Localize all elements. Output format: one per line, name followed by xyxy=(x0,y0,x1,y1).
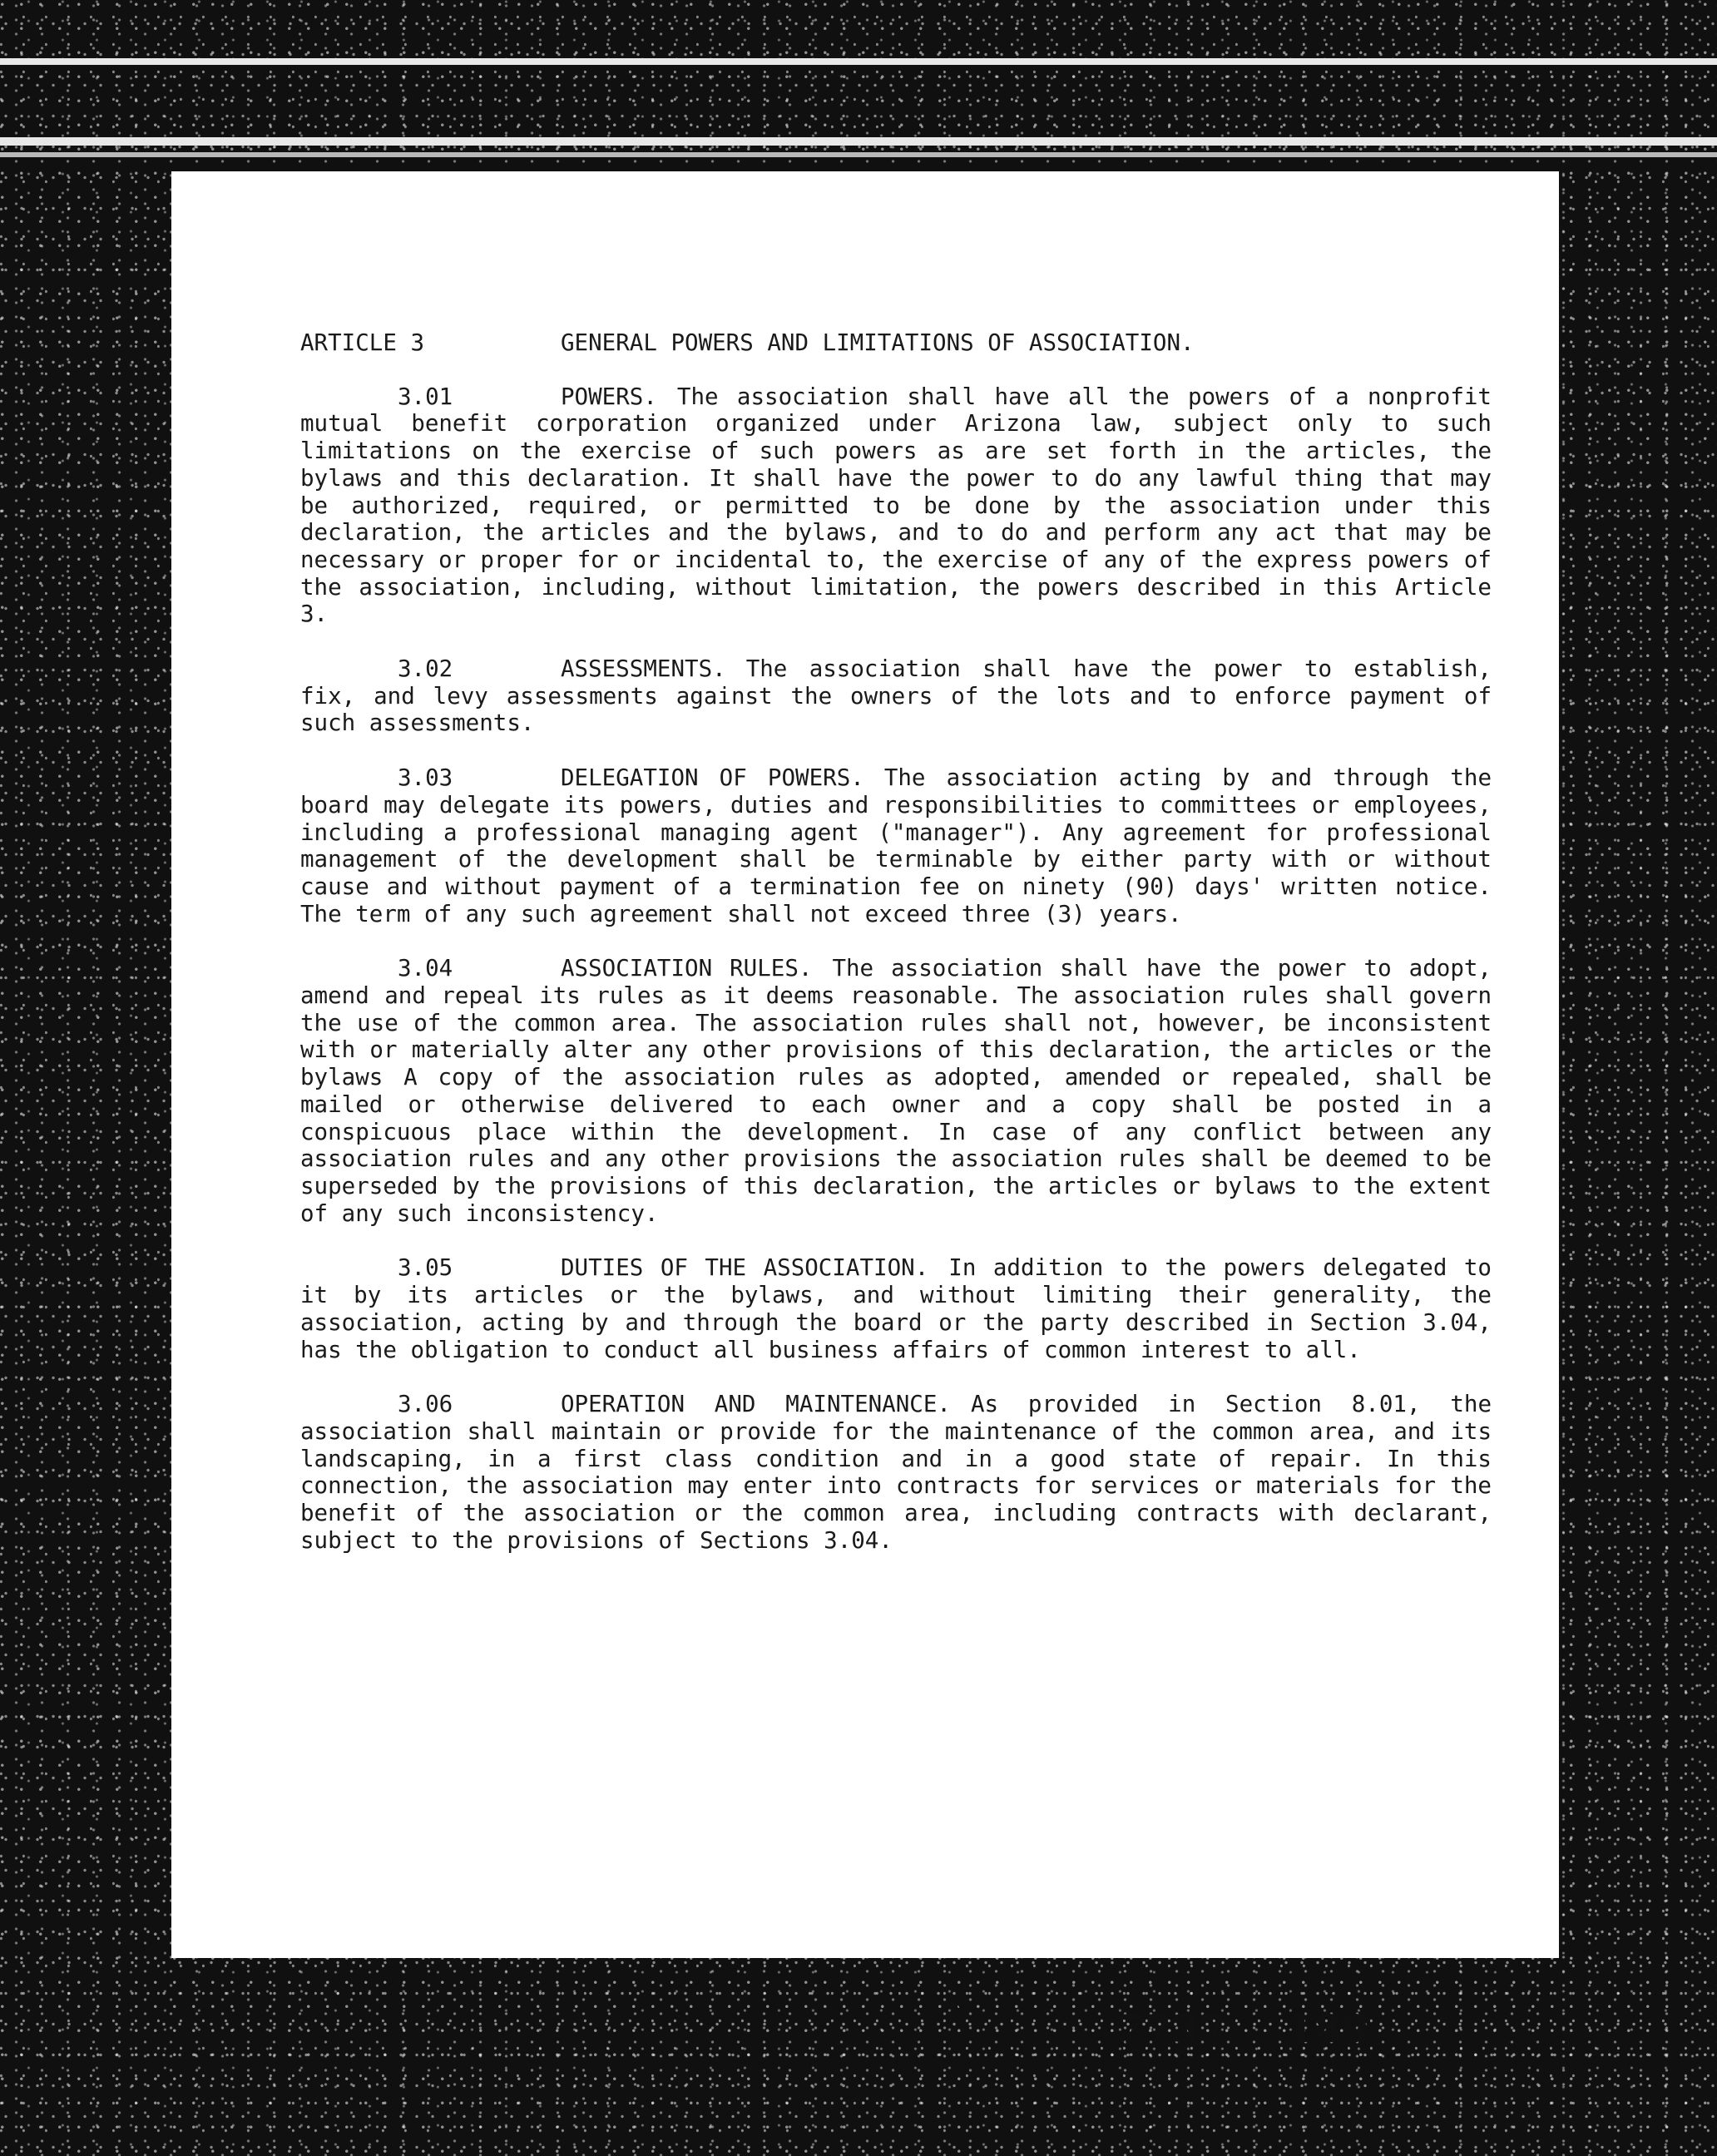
section-3-02 xyxy=(300,655,1492,737)
section-title: ASSESSMENTS. xyxy=(561,655,726,683)
article-title: GENERAL POWERS AND LIMITATIONS OF ASSOCIATION. xyxy=(561,329,1195,356)
recording-book-number: 7737 xyxy=(1117,2006,1228,2051)
section-title: DELEGATION OF POWERS. xyxy=(561,764,864,792)
section-title: OPERATION AND MAINTENANCE. xyxy=(561,1391,951,1418)
article-label: ARTICLE 3 xyxy=(300,329,425,356)
section-title: DUTIES OF THE ASSOCIATION. xyxy=(561,1254,929,1282)
section-text: The association shall have the power to establish, fix, and levy assessments against the owners of the lots and to enforce payment of such assessments. xyxy=(300,655,1492,737)
section-text: The association shall have the power to adopt, amend and repeal its rules as it deems reasonable. The association rules shall govern the use of the common area. The association rules shall not, however, be inconsistent with or materially alter any other provisions of this declaration, the articles or the bylaws A copy of the association rules as adopted, amended or repealed, shall be mailed or otherwise delivered to each owner and a copy shall be posted in a conspicuous place within the development. In case of any conflict between any association rules and any other provisions the association rules shall be deemed to be superseded by the provisions of this declaration, the articles or bylaws to the extent of any such inconsistency. xyxy=(300,955,1492,1227)
section-number: 3.06 xyxy=(398,1391,453,1418)
section-number: 3.05 xyxy=(398,1254,453,1282)
section-3-05 xyxy=(300,1254,1492,1363)
page-number: 6 xyxy=(949,1995,963,2020)
section-text: The association shall have all the powers of a nonprofit mutual benefit corporation organized under Arizona law, subject only to such limitations on the exercise of such powers as are set forth in the articles, the bylaws and this declaration. It shall have the power to do any lawful thing that may be authorized, required, or permitted to be done by the association under this declaration, the articles and the bylaws, and to do and perform any act that may be necessary or proper for or incidental to, the exercise of any of the express powers of the association, including, without limitation, the powers described in this Article 3. xyxy=(300,383,1492,628)
scan-streak xyxy=(0,137,1717,146)
section-3-01 xyxy=(300,383,1492,628)
section-number: 3.02 xyxy=(398,655,453,683)
section-title: ASSOCIATION RULES. xyxy=(561,955,813,982)
section-number: 3.04 xyxy=(398,955,453,982)
section-3-06 xyxy=(300,1391,1492,1554)
section-number: 3.01 xyxy=(398,383,453,410)
document-page xyxy=(171,171,1559,2051)
section-title: POWERS. xyxy=(561,383,657,410)
section-text: The association acting by and through the board may delegate its powers, duties and responsibilities to committees or employees, including a professional managing agent ("manager"). Any agreement for professional management of the development shall be terminable by either party with or without cause and without payment of a termination fee on ninety (90) days' written notice. The term of any such agreement shall not exceed three (3) years. xyxy=(300,764,1492,927)
article-heading xyxy=(300,329,1492,357)
section-3-03 xyxy=(300,764,1492,927)
section-text: In addition to the powers delegated to it by its articles or the bylaws, and without limiting their generality, the association, acting by and through the board or the party described in Section 3.04, has the obligation to conduct all business affairs of common interest to all. xyxy=(300,1254,1492,1363)
section-text: As provided in Section 8.01, the association shall maintain or provide for the maintenance of the common area, and its landscaping, in a first class condition and in a good state of repair. In this connection, the association may enter into contracts for services or materials for the benefit of the association or the common area, including contracts with declarant, subject to the provisions of Sections 3.04. xyxy=(300,1391,1492,1554)
section-number: 3.03 xyxy=(398,764,453,792)
page-body xyxy=(300,329,1492,1581)
scan-streak xyxy=(0,152,1717,157)
scan-streak xyxy=(0,58,1717,65)
section-3-04 xyxy=(300,955,1492,1227)
recording-page-number: 189 xyxy=(1287,2006,1370,2051)
